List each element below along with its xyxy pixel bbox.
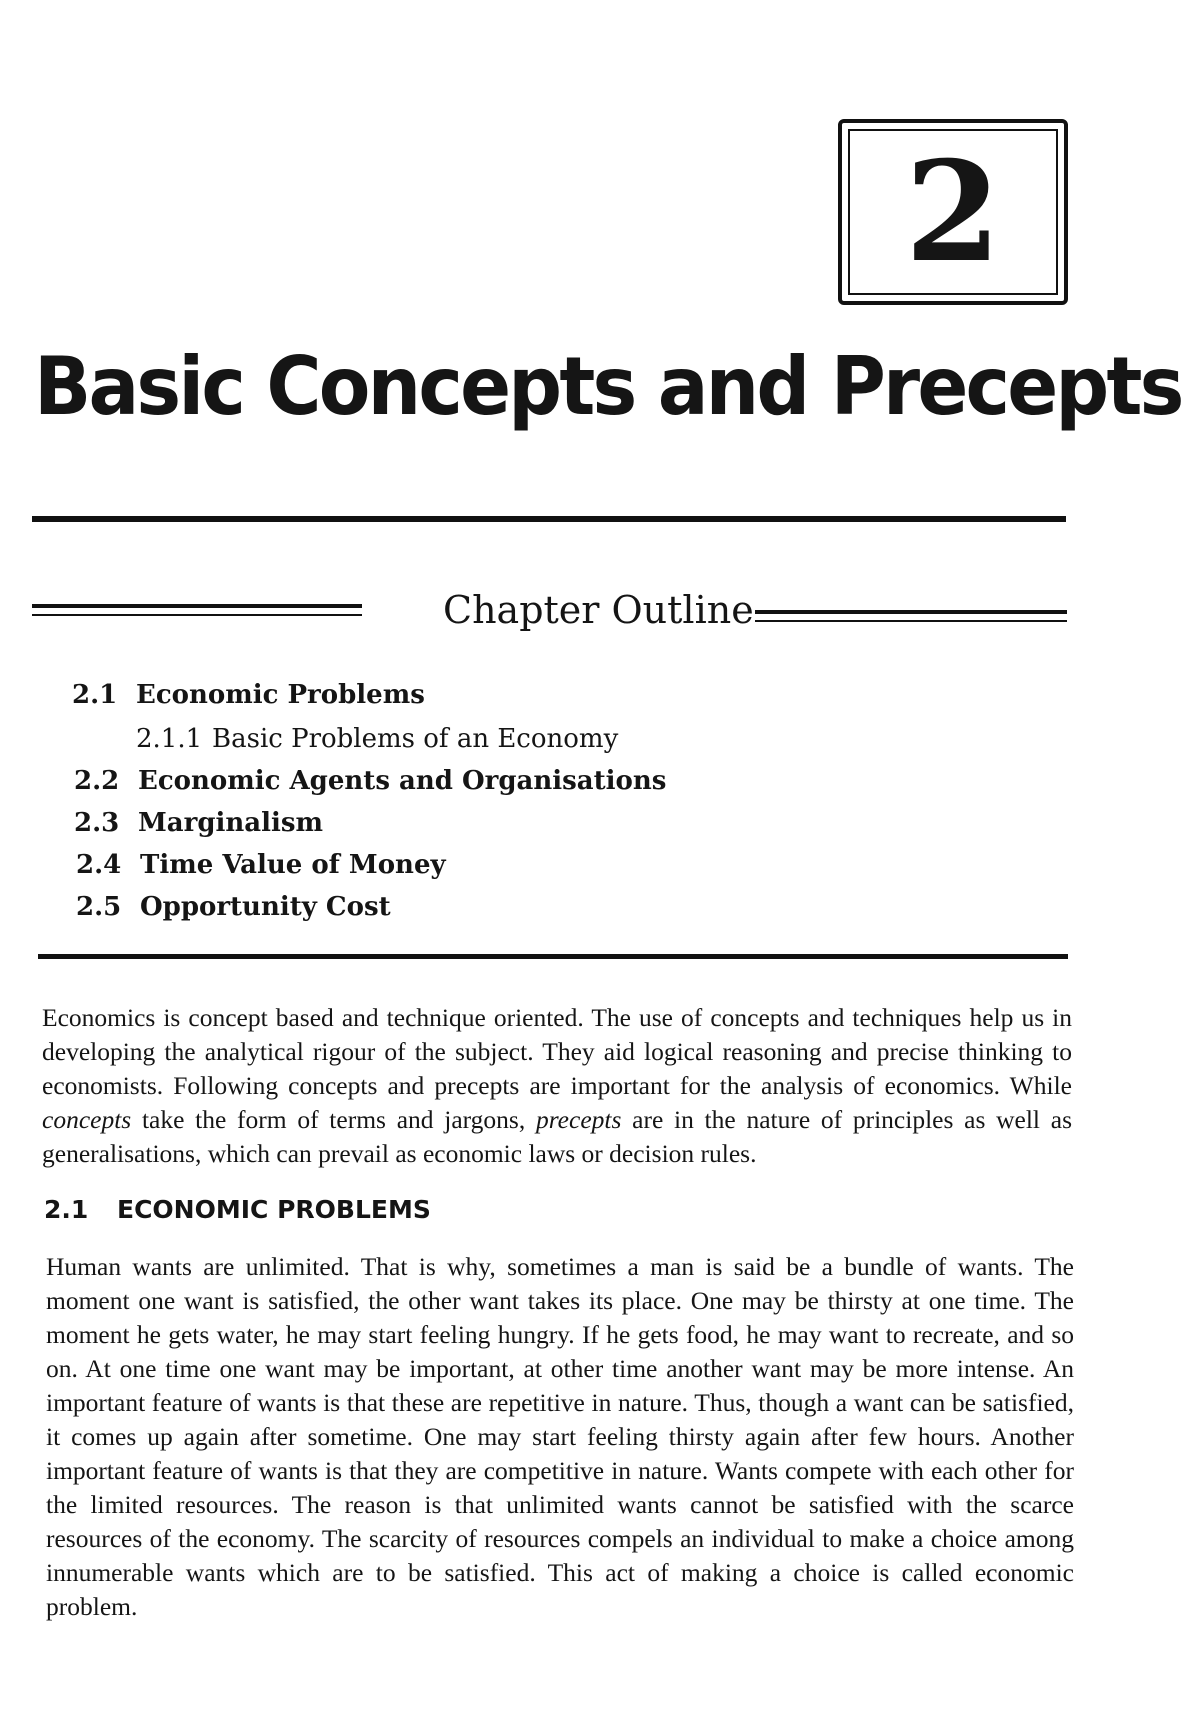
outline-divider (38, 954, 1068, 959)
intro-emphasis-precepts: precepts (535, 1105, 622, 1134)
chapter-outline-header (0, 588, 1200, 648)
outline-item-number: 2.2 (74, 766, 120, 796)
outline-item-number: 2.1.1 (136, 724, 203, 754)
section-title: ECONOMIC PROBLEMS (117, 1195, 431, 1224)
outline-item-label: Economic Problems (136, 680, 425, 710)
intro-text: take the form of terms and jargons, (131, 1105, 536, 1134)
intro-text: Economics is concept based and technique oriented. The use of concepts and techniques help us in developing the analytical rigour of the subject. They aid logical reasoning and precise thinking to economists. Following concepts and precepts are important for the analysis of economics. While (42, 1003, 1072, 1100)
outline-item-number: 2.5 (76, 892, 122, 922)
chapter-outline-heading: Chapter Outline (443, 588, 754, 632)
outline-item-number: 2.3 (74, 808, 120, 838)
outline-rule-left (32, 604, 362, 616)
section-heading (44, 1195, 431, 1224)
title-divider (32, 516, 1066, 522)
outline-rule-right (755, 610, 1067, 622)
outline-item-label: Marginalism (138, 808, 324, 838)
outline-item-label: Opportunity Cost (140, 892, 391, 922)
intro-text: are in the nature of principles as well as generalisations, which can prevail as economic laws or decision rules. (42, 1105, 1072, 1168)
chapter-number: 2 (848, 129, 1058, 295)
chapter-title: Basic Concepts and Precepts (34, 340, 1182, 433)
outline-item-label: Economic Agents and Organisations (138, 766, 667, 796)
section-paragraph: Human wants are unlimited. That is why, sometimes a man is said be a bundle of wants. The moment one want is satisfied, the other want takes its place. One may be thirsty at one time. The moment he gets water, he may start feeling hungry. If he gets food, he may want to recreate, and so on. At one time one want may be important, at other time another want may be more intense. An important feature of wants is that these are repetitive in nature. Thus, though a want can be satisfied, it comes up again after sometime. One may start feeling thirsty again after few hours. Another important feature of wants is that they are competitive in nature. Wants compete with each other for the limited resources. The reason is that unlimited wants cannot be satisfied with the scarce resources of the economy. The scarcity of resources compels an individual to make a choice among innumerable wants which are to be satisfied. This act of making a choice is called economic problem. (46, 1252, 1074, 1621)
outline-item-number: 2.4 (76, 850, 122, 880)
intro-emphasis-concepts: concepts (42, 1105, 132, 1134)
outline-item-label: Basic Problems of an Economy (212, 724, 619, 754)
outline-item-number: 2.1 (72, 680, 118, 710)
intro-paragraph (42, 1001, 1072, 1171)
section-number: 2.1 (44, 1195, 89, 1224)
chapter-number-box (838, 119, 1068, 305)
outline-item-label: Time Value of Money (140, 850, 446, 880)
